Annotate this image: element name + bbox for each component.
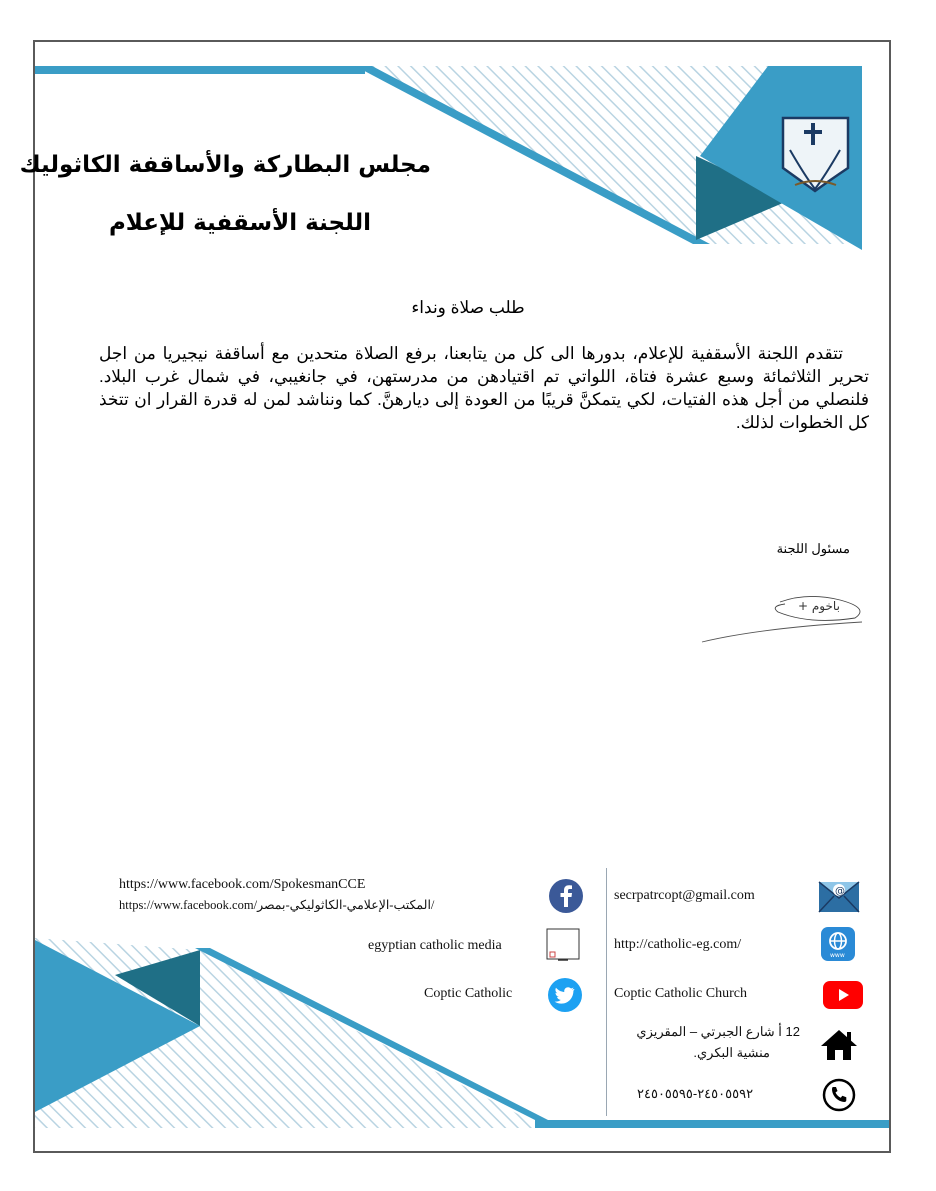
- media-name: egyptian catholic media: [368, 938, 502, 953]
- facebook-icon[interactable]: [548, 878, 584, 914]
- committee-name: اللجنة الأسقفية للإعلام: [108, 210, 371, 236]
- signature-text: + باخوم: [798, 599, 840, 613]
- website-url[interactable]: http://catholic-eg.com/: [614, 937, 742, 952]
- email-icon[interactable]: [818, 878, 860, 914]
- youtube-name: Coptic Catholic Church: [614, 986, 747, 1001]
- address-line-2: منشية البكري.: [693, 1045, 770, 1060]
- twitter-name: Coptic Catholic: [424, 986, 513, 1001]
- phone-numbers: ٢٤٥٠٥٥٩٢-٢٤٥٠٥٥٩٥: [637, 1086, 754, 1101]
- org-name: مجلس البطاركة والأساقفة الكاثوليك: [19, 152, 431, 178]
- svg-text:@: @: [835, 886, 845, 897]
- facebook-url-2[interactable]: https://www.facebook.com/المكتب-الإعلامي-الكاثوليكي-بمصر/: [119, 898, 435, 912]
- header-blue-stripe: [35, 66, 365, 74]
- image-icon: [546, 928, 580, 962]
- svg-text:www: www: [830, 952, 845, 959]
- organization-title: [20, 136, 431, 252]
- facebook-url-1[interactable]: https://www.facebook.com/SpokesmanCCE: [119, 877, 366, 892]
- twitter-icon[interactable]: [547, 977, 583, 1013]
- footer-blue-stripe: [535, 1120, 889, 1128]
- email-address[interactable]: secrpatrcopt@gmail.com: [614, 888, 755, 903]
- letter-subject: طلب صلاة ونداء: [411, 298, 525, 317]
- footer-divider: [606, 868, 607, 1116]
- letter-body: تتقدم اللجنة الأسقفية للإعلام، بدورها الى كل من يتابعنا، برفع الصلاة متحدين مع أساقفة نيجيريا من اجل تحرير الثلاثمائة وسبع عشرة فتاة، اللواتي تم اقتيادهن من مدرستهن، في جانغيبي، في شمال غرب البلاد. فلنصلي من أجل هذه الفتيات، لكي يتمكنَّ قريبًا من العودة إلى ديارهنَّ. كما ونناشد لمن له قدرة القرار ان تتخذ كل الخطوات لذلك.: [99, 344, 869, 432]
- youtube-icon[interactable]: [822, 980, 864, 1010]
- globe-icon[interactable]: [820, 926, 856, 962]
- phone-icon[interactable]: [822, 1078, 856, 1112]
- address-line-1: 12 أ شارع الجبرتي – المقريزي: [636, 1024, 800, 1039]
- home-icon: [820, 1028, 858, 1062]
- signer-title: مسئول اللجنة: [776, 541, 850, 556]
- signature: [690, 580, 880, 650]
